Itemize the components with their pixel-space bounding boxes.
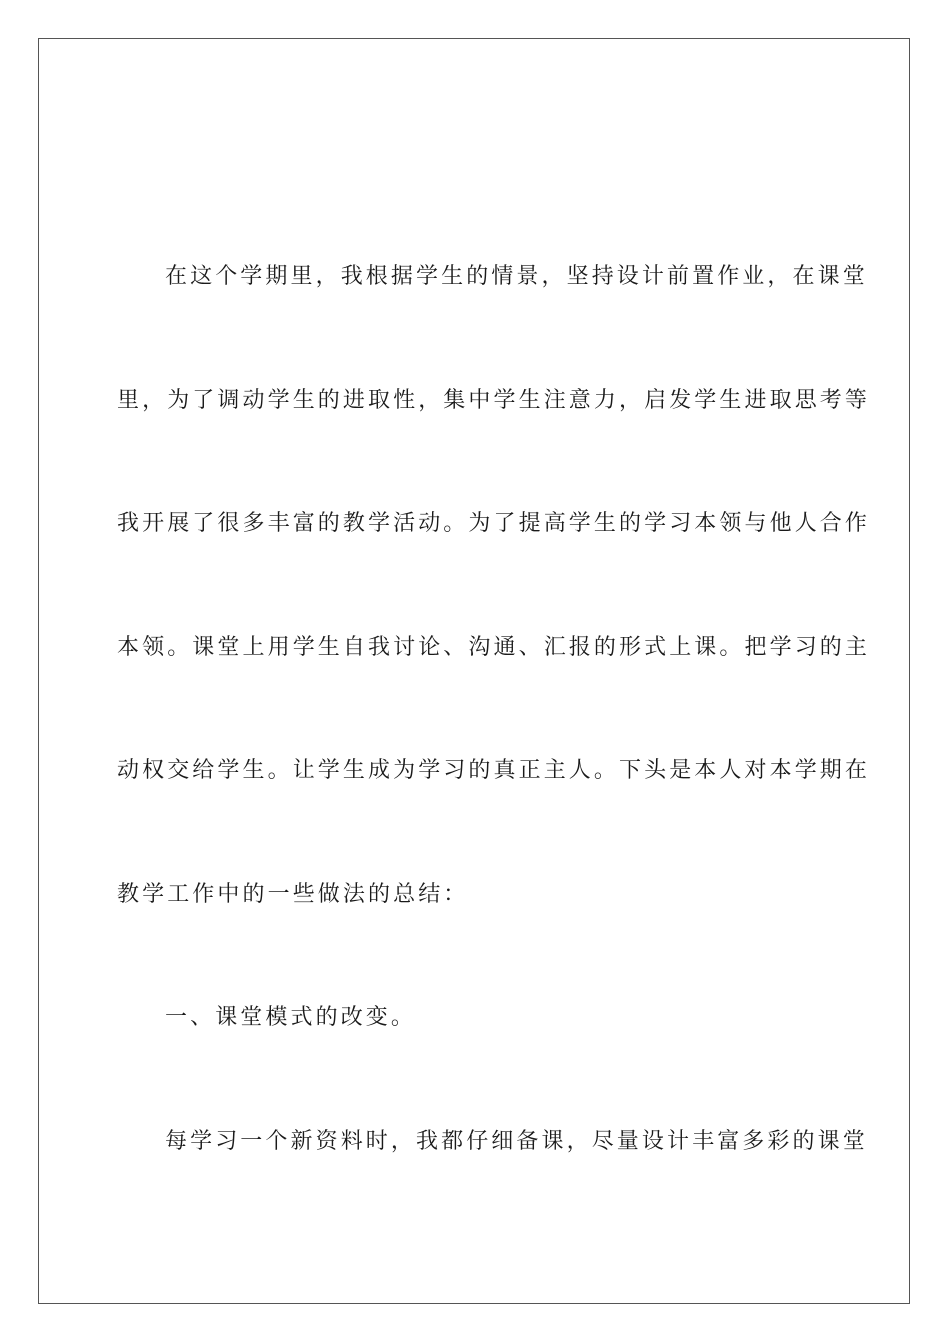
paragraph-1-line-1: 在这个学期里，我根据学生的情景，坚持设计前置作业，在课堂 — [165, 264, 868, 289]
paragraph-1-line-2: 里，为了调动学生的进取性，集中学生注意力，启发学生进取思考等 — [117, 388, 871, 413]
section-heading: 一、课堂模式的改变。 — [165, 1005, 417, 1030]
paragraph-1-line-4: 本领。课堂上用学生自我讨论、沟通、汇报的形式上课。把学习的主 — [117, 635, 871, 660]
paragraph-1-line-3: 我开展了很多丰富的教学活动。为了提高学生的学习本领与他人合作 — [117, 511, 871, 536]
page-border — [38, 38, 910, 1304]
paragraph-1-line-5: 动权交给学生。让学生成为学习的真正主人。下头是本人对本学期在 — [117, 758, 871, 783]
paragraph-2-line-1: 每学习一个新资料时，我都仔细备课，尽量设计丰富多彩的课堂 — [165, 1129, 868, 1154]
paragraph-1-line-6: 教学工作中的一些做法的总结： — [117, 882, 469, 907]
